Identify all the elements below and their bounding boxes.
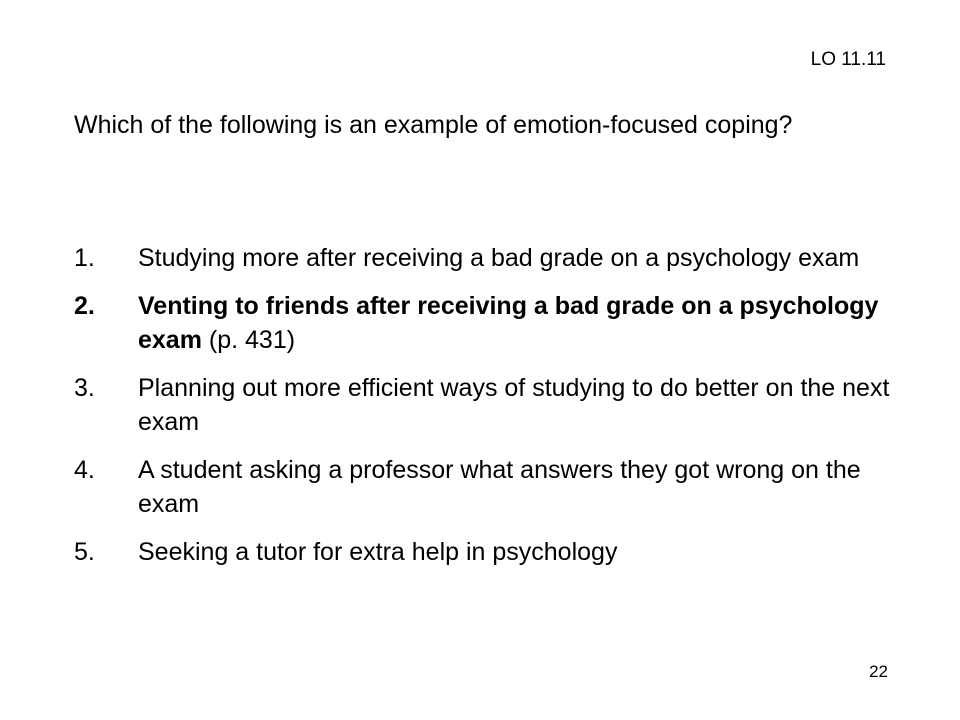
answer-option-1 — [74, 241, 914, 275]
option-number: 2. — [74, 292, 95, 320]
option-number: 5. — [74, 538, 95, 566]
option-number: 3. — [74, 374, 95, 402]
question-text: Which of the following is an example of emotion-focused coping? — [74, 111, 793, 139]
option-text: Seeking a tutor for extra help in psychology — [138, 538, 618, 566]
answer-option-4 — [74, 453, 914, 521]
option-text: Studying more after receiving a bad grade on a psychology exam — [138, 244, 860, 272]
answer-option-3 — [74, 371, 914, 439]
option-text: Planning out more efficient ways of studying to do better on the next exam — [138, 374, 890, 436]
option-number: 4. — [74, 456, 95, 484]
answer-option-2-correct — [74, 289, 914, 357]
option-text: A student asking a professor what answers they got wrong on the exam — [138, 456, 861, 518]
answer-options-list — [74, 241, 914, 583]
answer-option-5 — [74, 535, 914, 569]
option-number: 1. — [74, 244, 95, 272]
option-page-ref: (p. 431) — [201, 326, 296, 354]
learning-objective-tag: LO 11.11 — [810, 49, 886, 70]
option-text: Venting to friends after receiving a bad grade on a psychology exam — [138, 292, 879, 354]
page-number: 22 — [869, 662, 888, 681]
